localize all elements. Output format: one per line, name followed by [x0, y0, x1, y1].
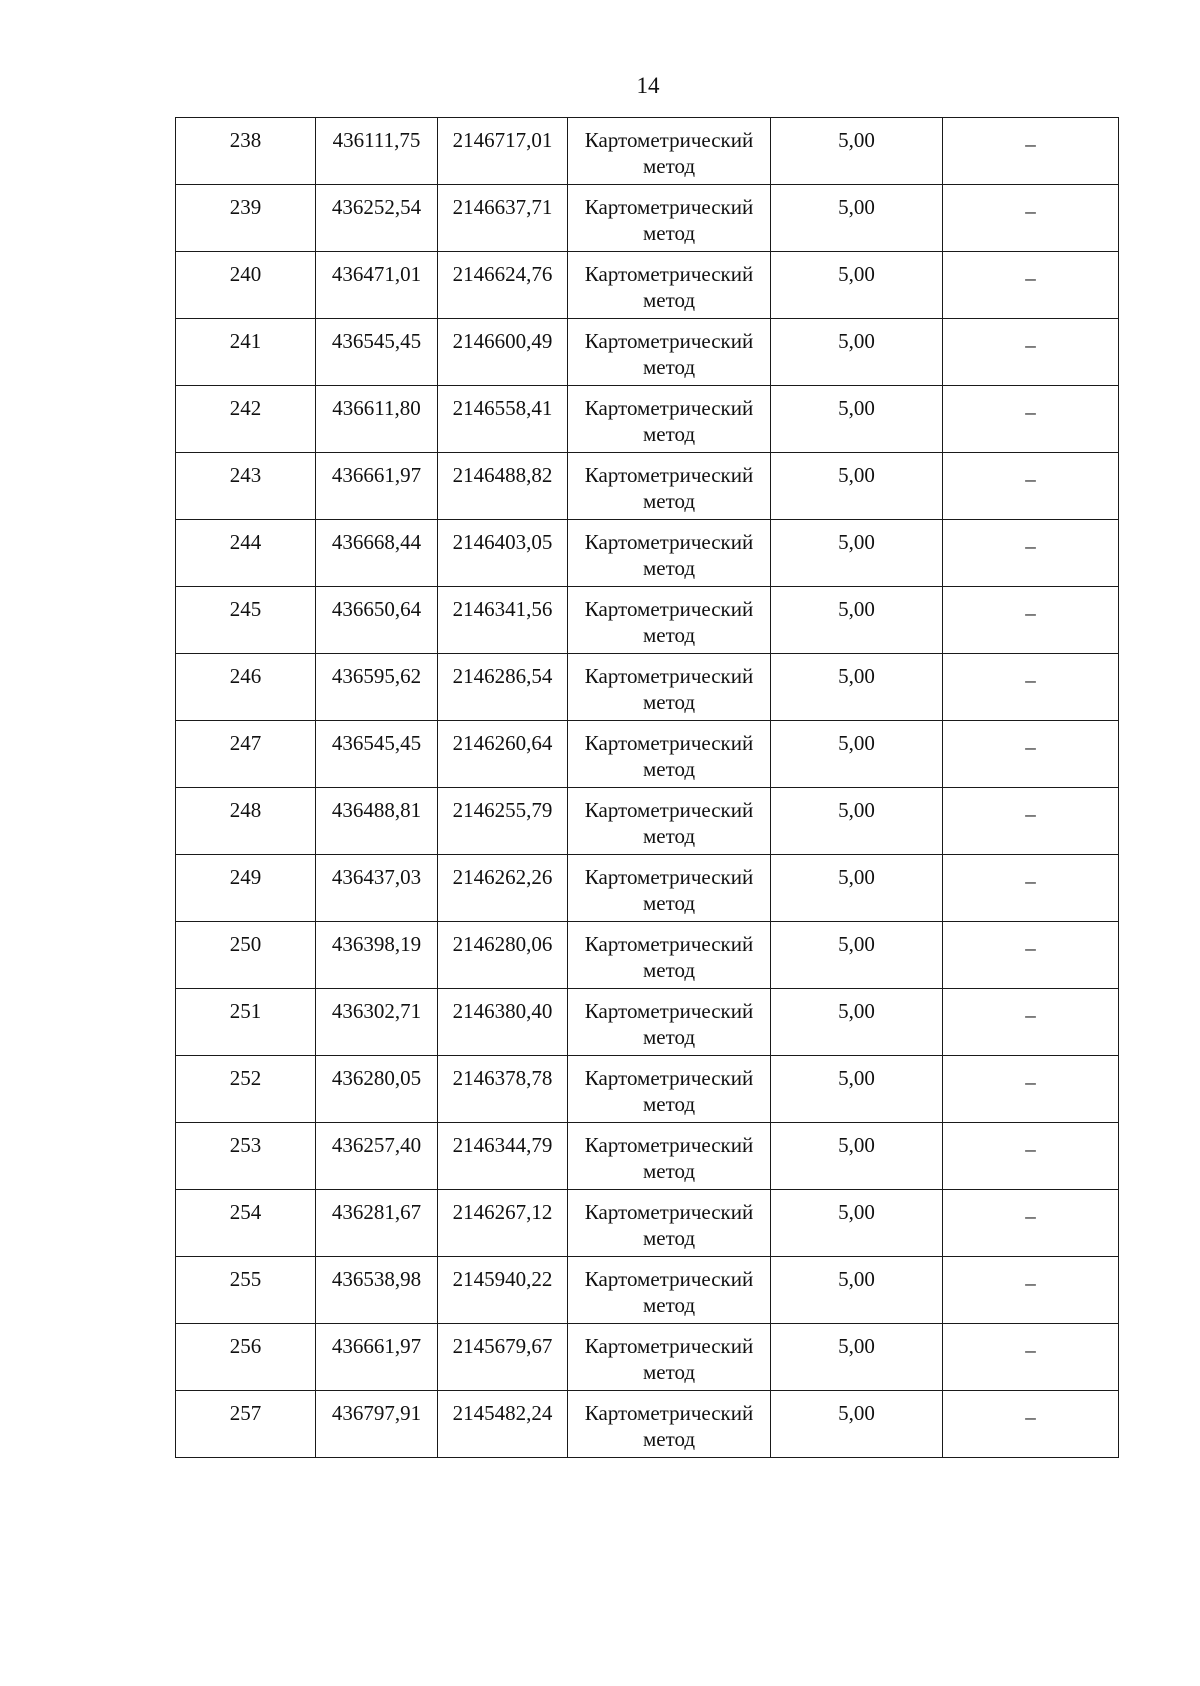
- method-cell: Картометрический метод: [568, 1123, 771, 1190]
- table-row: [176, 185, 1119, 252]
- y-coordinate-cell: 2146600,49: [438, 319, 568, 386]
- accuracy-cell: 5,00: [771, 587, 943, 654]
- y-coordinate-cell: 2146717,01: [438, 118, 568, 185]
- accuracy-cell: 5,00: [771, 1056, 943, 1123]
- y-coordinate-cell: 2146280,06: [438, 922, 568, 989]
- y-coordinate-cell: 2146341,56: [438, 587, 568, 654]
- method-cell: Картометрический метод: [568, 1324, 771, 1391]
- method-cell: Картометрический метод: [568, 252, 771, 319]
- y-coordinate-cell: 2146403,05: [438, 520, 568, 587]
- description-cell: –: [943, 1056, 1119, 1123]
- description-cell: –: [943, 453, 1119, 520]
- method-cell: Картометрический метод: [568, 1190, 771, 1257]
- table-row: [176, 1190, 1119, 1257]
- x-coordinate-cell: 436595,62: [316, 654, 438, 721]
- point-number-cell: 249: [176, 855, 316, 922]
- y-coordinate-cell: 2145940,22: [438, 1257, 568, 1324]
- x-coordinate-cell: 436538,98: [316, 1257, 438, 1324]
- method-cell: Картометрический метод: [568, 386, 771, 453]
- x-coordinate-cell: 436650,64: [316, 587, 438, 654]
- point-number-cell: 253: [176, 1123, 316, 1190]
- description-cell: –: [943, 185, 1119, 252]
- description-cell: –: [943, 788, 1119, 855]
- table-row: [176, 989, 1119, 1056]
- method-cell: Картометрический метод: [568, 855, 771, 922]
- method-cell: Картометрический метод: [568, 587, 771, 654]
- table-row: [176, 1257, 1119, 1324]
- method-cell: Картометрический метод: [568, 654, 771, 721]
- description-cell: –: [943, 855, 1119, 922]
- y-coordinate-cell: 2146637,71: [438, 185, 568, 252]
- table-row: [176, 855, 1119, 922]
- method-cell: Картометрический метод: [568, 520, 771, 587]
- accuracy-cell: 5,00: [771, 1190, 943, 1257]
- method-cell: Картометрический метод: [568, 788, 771, 855]
- x-coordinate-cell: 436545,45: [316, 319, 438, 386]
- table-row: [176, 252, 1119, 319]
- method-cell: Картометрический метод: [568, 185, 771, 252]
- table-row: [176, 1391, 1119, 1458]
- table-body: [176, 118, 1119, 1458]
- x-coordinate-cell: 436281,67: [316, 1190, 438, 1257]
- accuracy-cell: 5,00: [771, 788, 943, 855]
- point-number-cell: 238: [176, 118, 316, 185]
- method-cell: Картометрический метод: [568, 453, 771, 520]
- y-coordinate-cell: 2146488,82: [438, 453, 568, 520]
- x-coordinate-cell: 436797,91: [316, 1391, 438, 1458]
- accuracy-cell: 5,00: [771, 989, 943, 1056]
- y-coordinate-cell: 2146344,79: [438, 1123, 568, 1190]
- point-number-cell: 246: [176, 654, 316, 721]
- point-number-cell: 242: [176, 386, 316, 453]
- y-coordinate-cell: 2146558,41: [438, 386, 568, 453]
- table-row: [176, 386, 1119, 453]
- method-cell: Картометрический метод: [568, 118, 771, 185]
- accuracy-cell: 5,00: [771, 520, 943, 587]
- accuracy-cell: 5,00: [771, 654, 943, 721]
- description-cell: –: [943, 654, 1119, 721]
- point-number-cell: 256: [176, 1324, 316, 1391]
- y-coordinate-cell: 2145482,24: [438, 1391, 568, 1458]
- table-row: [176, 1123, 1119, 1190]
- x-coordinate-cell: 436661,97: [316, 1324, 438, 1391]
- x-coordinate-cell: 436488,81: [316, 788, 438, 855]
- accuracy-cell: 5,00: [771, 118, 943, 185]
- point-number-cell: 245: [176, 587, 316, 654]
- accuracy-cell: 5,00: [771, 319, 943, 386]
- table-row: [176, 520, 1119, 587]
- accuracy-cell: 5,00: [771, 386, 943, 453]
- x-coordinate-cell: 436398,19: [316, 922, 438, 989]
- table-row: [176, 1324, 1119, 1391]
- point-number-cell: 254: [176, 1190, 316, 1257]
- y-coordinate-cell: 2146378,78: [438, 1056, 568, 1123]
- point-number-cell: 252: [176, 1056, 316, 1123]
- method-cell: Картометрический метод: [568, 1056, 771, 1123]
- description-cell: –: [943, 386, 1119, 453]
- point-number-cell: 240: [176, 252, 316, 319]
- x-coordinate-cell: 436252,54: [316, 185, 438, 252]
- table-row: [176, 788, 1119, 855]
- table-row: [176, 721, 1119, 788]
- method-cell: Картометрический метод: [568, 1257, 771, 1324]
- x-coordinate-cell: 436111,75: [316, 118, 438, 185]
- accuracy-cell: 5,00: [771, 1324, 943, 1391]
- y-coordinate-cell: 2146255,79: [438, 788, 568, 855]
- y-coordinate-cell: 2145679,67: [438, 1324, 568, 1391]
- accuracy-cell: 5,00: [771, 721, 943, 788]
- point-number-cell: 250: [176, 922, 316, 989]
- x-coordinate-cell: 436611,80: [316, 386, 438, 453]
- accuracy-cell: 5,00: [771, 855, 943, 922]
- point-number-cell: 244: [176, 520, 316, 587]
- table-row: [176, 654, 1119, 721]
- accuracy-cell: 5,00: [771, 1123, 943, 1190]
- description-cell: –: [943, 1324, 1119, 1391]
- description-cell: –: [943, 922, 1119, 989]
- x-coordinate-cell: 436545,45: [316, 721, 438, 788]
- method-cell: Картометрический метод: [568, 989, 771, 1056]
- table-row: [176, 118, 1119, 185]
- y-coordinate-cell: 2146286,54: [438, 654, 568, 721]
- accuracy-cell: 5,00: [771, 185, 943, 252]
- point-number-cell: 248: [176, 788, 316, 855]
- description-cell: –: [943, 1391, 1119, 1458]
- accuracy-cell: 5,00: [771, 1391, 943, 1458]
- x-coordinate-cell: 436302,71: [316, 989, 438, 1056]
- table-row: [176, 587, 1119, 654]
- point-number-cell: 255: [176, 1257, 316, 1324]
- description-cell: –: [943, 118, 1119, 185]
- description-cell: –: [943, 1123, 1119, 1190]
- description-cell: –: [943, 1257, 1119, 1324]
- method-cell: Картометрический метод: [568, 319, 771, 386]
- point-number-cell: 241: [176, 319, 316, 386]
- point-number-cell: 251: [176, 989, 316, 1056]
- coordinates-table: [175, 117, 1119, 1458]
- description-cell: –: [943, 587, 1119, 654]
- method-cell: Картометрический метод: [568, 721, 771, 788]
- y-coordinate-cell: 2146624,76: [438, 252, 568, 319]
- accuracy-cell: 5,00: [771, 922, 943, 989]
- y-coordinate-cell: 2146260,64: [438, 721, 568, 788]
- table-row: [176, 1056, 1119, 1123]
- point-number-cell: 247: [176, 721, 316, 788]
- accuracy-cell: 5,00: [771, 252, 943, 319]
- accuracy-cell: 5,00: [771, 453, 943, 520]
- description-cell: –: [943, 252, 1119, 319]
- table-row: [176, 319, 1119, 386]
- point-number-cell: 257: [176, 1391, 316, 1458]
- point-number-cell: 243: [176, 453, 316, 520]
- description-cell: –: [943, 1190, 1119, 1257]
- x-coordinate-cell: 436471,01: [316, 252, 438, 319]
- description-cell: –: [943, 989, 1119, 1056]
- y-coordinate-cell: 2146380,40: [438, 989, 568, 1056]
- y-coordinate-cell: 2146267,12: [438, 1190, 568, 1257]
- x-coordinate-cell: 436257,40: [316, 1123, 438, 1190]
- point-number-cell: 239: [176, 185, 316, 252]
- method-cell: Картометрический метод: [568, 922, 771, 989]
- x-coordinate-cell: 436668,44: [316, 520, 438, 587]
- description-cell: –: [943, 721, 1119, 788]
- table-row: [176, 922, 1119, 989]
- method-cell: Картометрический метод: [568, 1391, 771, 1458]
- y-coordinate-cell: 2146262,26: [438, 855, 568, 922]
- x-coordinate-cell: 436661,97: [316, 453, 438, 520]
- x-coordinate-cell: 436280,05: [316, 1056, 438, 1123]
- table-row: [176, 453, 1119, 520]
- x-coordinate-cell: 436437,03: [316, 855, 438, 922]
- page-number: 14: [636, 73, 660, 98]
- description-cell: –: [943, 319, 1119, 386]
- accuracy-cell: 5,00: [771, 1257, 943, 1324]
- description-cell: –: [943, 520, 1119, 587]
